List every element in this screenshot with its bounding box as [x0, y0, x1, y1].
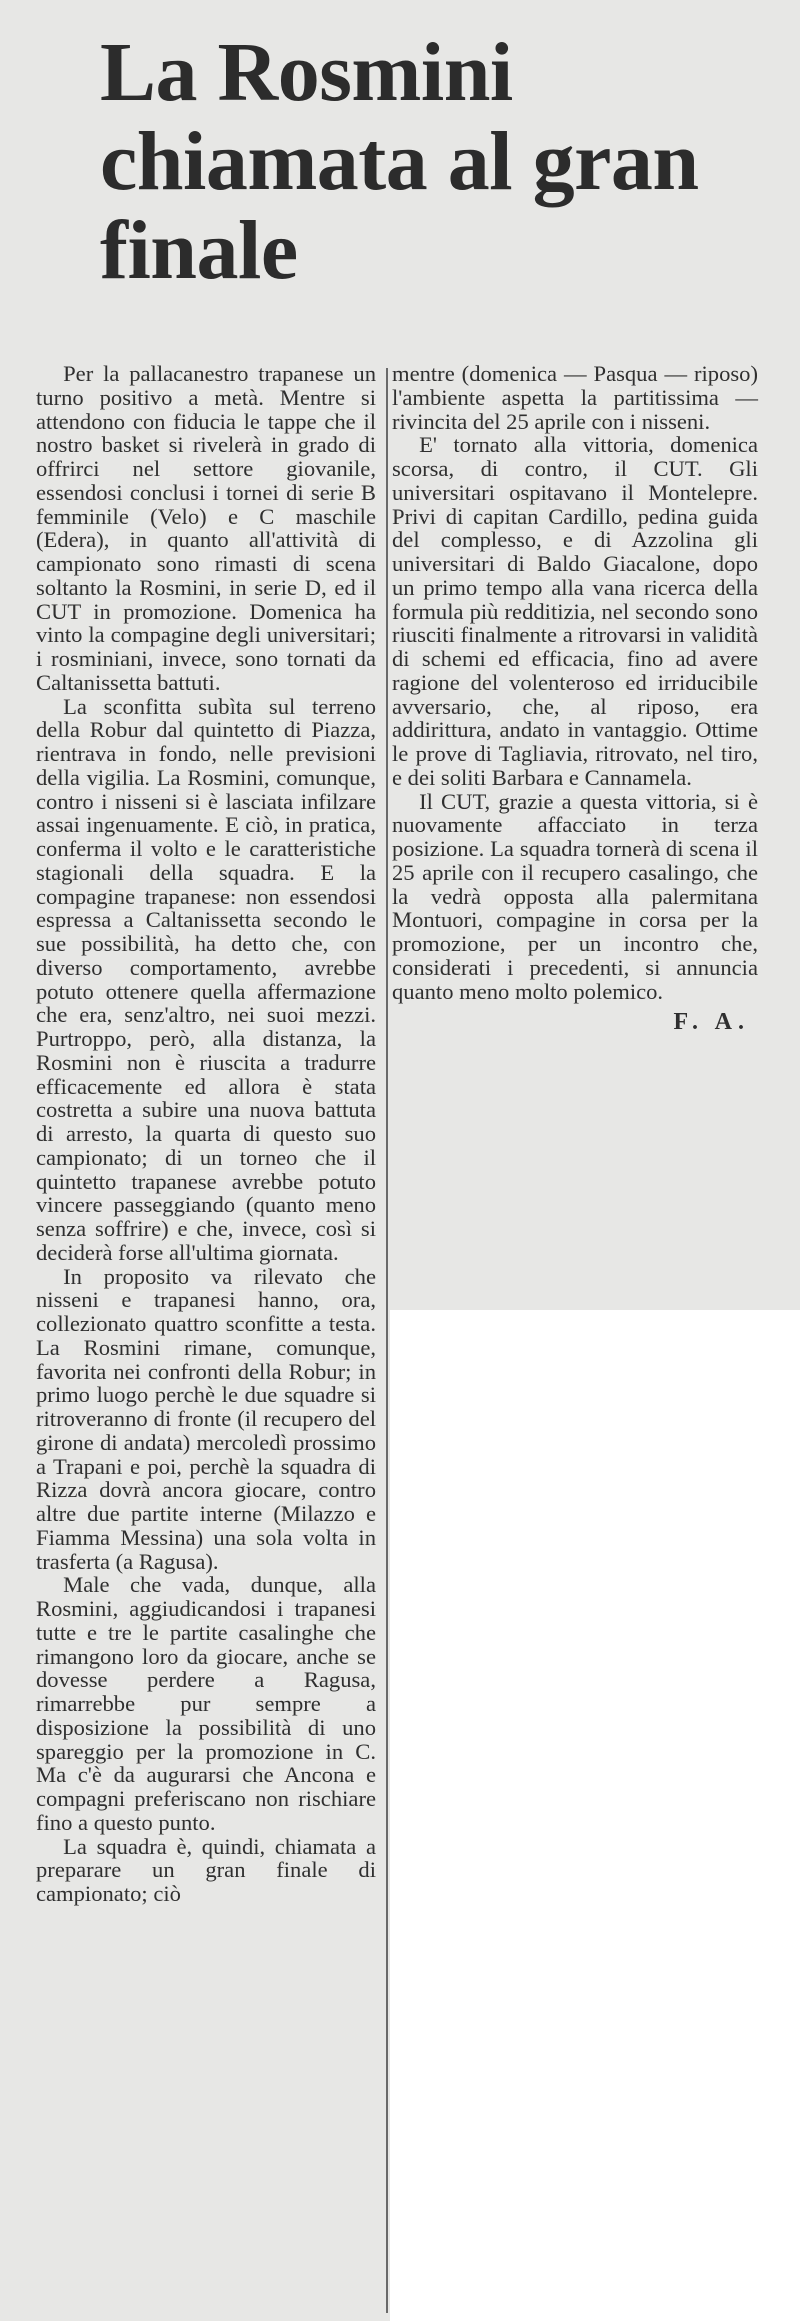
paragraph-continued: mentre (domenica — Pasqua — riposo) l'ambiente aspetta la partitissima — rivincita del 25 aprile con i nisseni. [392, 361, 758, 434]
paragraph: La sconfitta subìta sul terreno della Robur dal quintetto di Piazza, rientrava in fondo, nelle previsioni della vigilia. La Rosmini, comunque, contro i nisseni si è lasciata infilzare assai ingenuamente. E ciò, in pratica, conferma il volto e le caratteristiche stagionali della squadra. E la compagine trapanese: non essendosi espressa a Caltanissetta secondo le sue possibilità, ha detto che, con diverso comportamento, avrebbe potuto ottenere quella affermazione che era, senz'altro, nei suoi mezzi. Purtroppo, però, alla distanza, la Rosmini non è riuscita a tradurre efficacemente ed allora è stata costretta a subire una nuova battuta di arresto, la quarta di questo suo campionato; di un torneo che il quintetto trapanese avrebbe potuto vincere passeggiando (quanto meno senza soffrire) e che, invece, così si deciderà forse all'ultima giornata. [36, 693, 376, 1265]
paragraph: La squadra è, quindi, chiamata a preparare un gran finale di campionato; ciò [36, 1833, 376, 1906]
paragraph: Male che vada, dunque, alla Rosmini, aggiudicandosi i trapanesi tutte e tre le partite casalinghe che rimangono loro da giocare, anche se dovesse perdere a Ragusa, rimarrebbe pur sempre a disposizione la possibilità di uno spareggio per la promozione in C. Ma c'è da augurarsi che Ancona e compagni preferiscano non rischiare fino a questo punto. [36, 1572, 376, 1835]
column-divider [386, 368, 388, 2313]
article-column-left [36, 362, 376, 1906]
paragraph: Il CUT, grazie a questa vittoria, si è nuovamente affacciato in terza posizione. La squadra tornerà di scena il 25 aprile con il recupero casalingo, che la vedrà opposta alla palermitana Montuori, compagine in corsa per la promozione, per un incontro che, considerati i precedenti, si annuncia quanto meno molto polemico. [392, 788, 758, 1004]
article-column-right [392, 362, 758, 1035]
paragraph: Per la pallacanestro trapanese un turno positivo a metà. Mentre si attendono con fiducia le tappe che il nostro basket si rivelerà in grado di offrirci nel settore giovanile, essendosi conclusi i tornei di serie B femminile (Velo) e C maschile (Edera), in quanto all'attività di campionato sono rimasti di scena soltanto la Rosmini, in serie D, ed il CUT in promozione. Domenica ha vinto la compagine degli universitari; i rosminiani, invece, sono tornati da Caltanissetta battuti. [36, 361, 376, 695]
paragraph: E' tornato alla vittoria, domenica scorsa, di contro, il CUT. Gli universitari ospitavano il Montelepre. Privi di capitan Cardillo, pedina guida del complesso, e di Azzolina gli universitari di Baldo Giacalone, dopo un primo tempo alla vana ricerca della formula più redditizia, nel secondo sono riusciti finalmente a ritrovarsi in validità di schemi ed efficacia, fino ad avere ragione del volenteroso ed irriducibile avversario, che, al riposo, era addirittura, andato in vantaggio. Ottime le prove di Tagliavia, ritrovato, nel tiro, e dei soliti Barbara e Cannamela. [392, 432, 758, 790]
author-signature: F. A. [673, 1009, 750, 1036]
paragraph: In proposito va rilevato che nisseni e trapanesi hanno, ora, collezionato quattro sconfitte a testa. La Rosmini rimane, comunque, favorita nei confronti della Robur; in primo luogo perchè le due squadre si ritroveranno di fronte (il recupero del girone di andata) mercoledì prossimo a Trapani e poi, perchè la squadra di Rizza dovrà ancora giocare, contro altre due partite interne (Milazzo e Fiamma Messina) una sola volta in trasferta (a Ragusa). [36, 1263, 376, 1574]
article-headline: La Rosmini chiamata al gran finale [100, 26, 699, 297]
